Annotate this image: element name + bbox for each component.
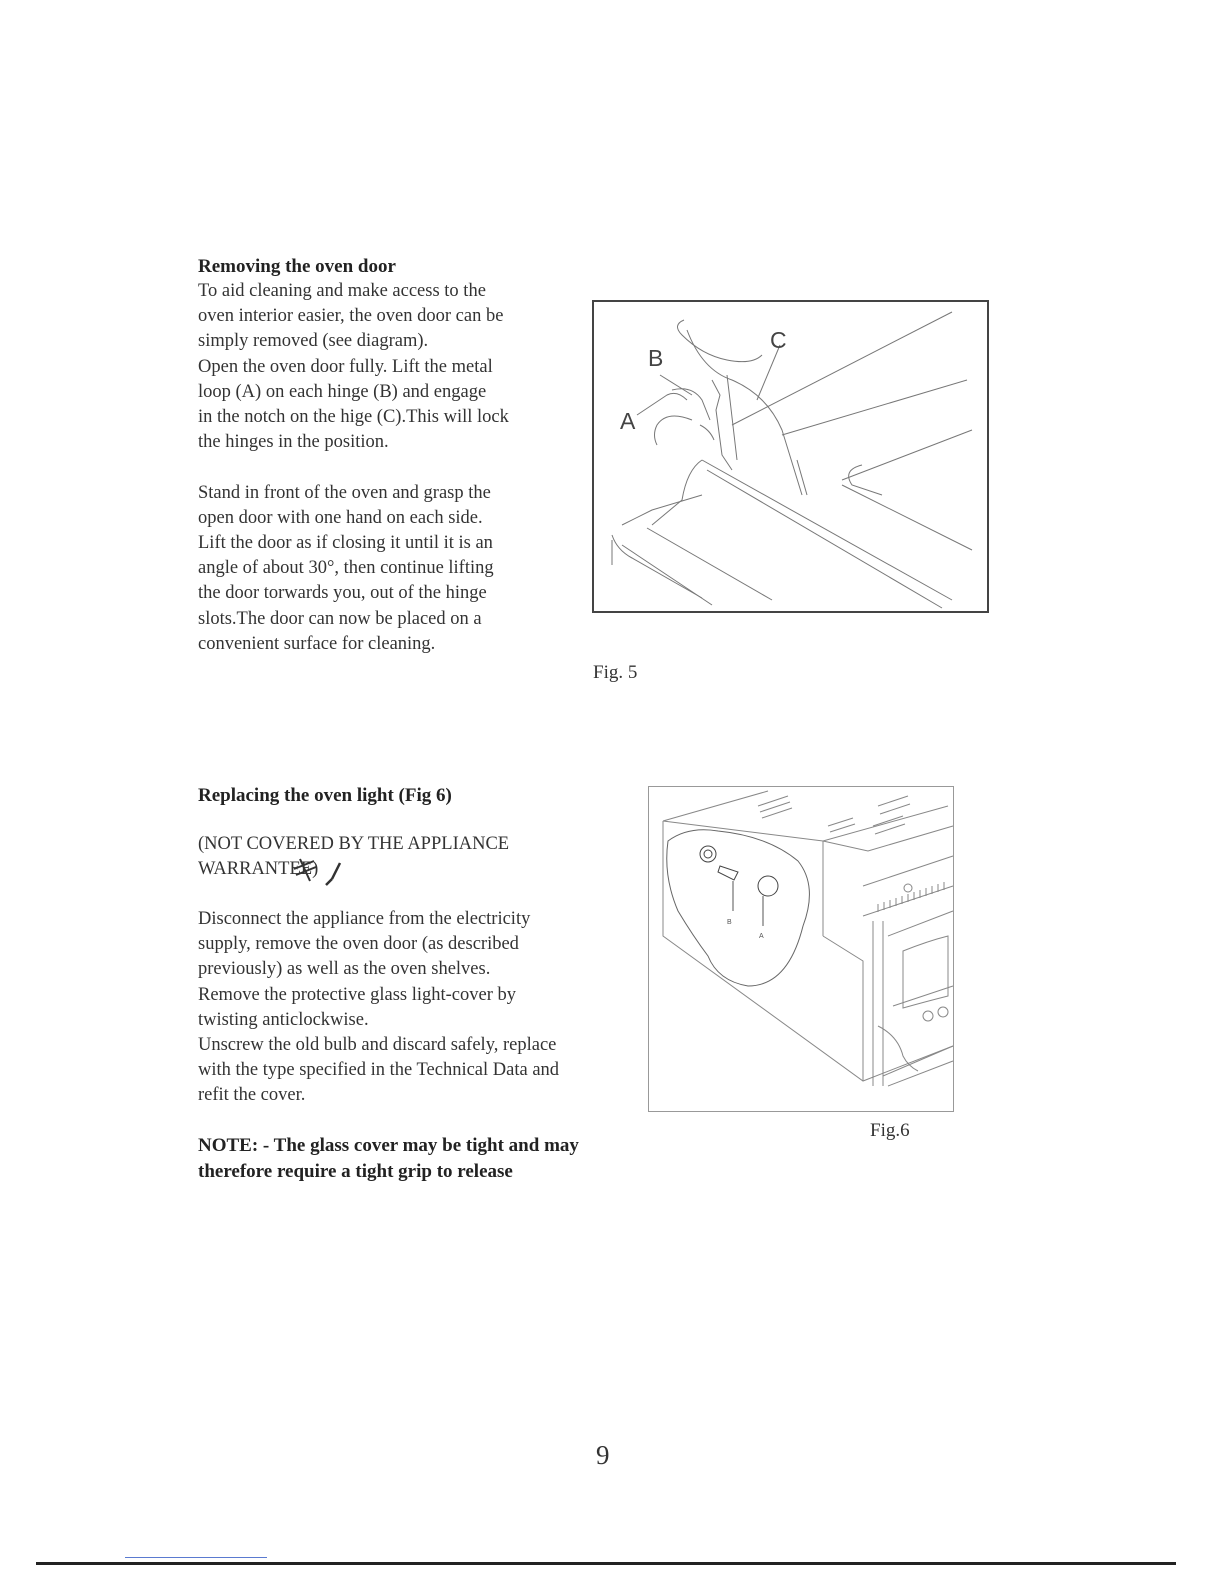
figure-6-oven-light-diagram — [648, 786, 955, 1114]
text-line: To aid cleaning and make access to the — [198, 281, 486, 301]
text-line: in the notch on the hige (C).This will lock — [198, 407, 509, 428]
page-number: 9 — [596, 1440, 610, 1470]
figure-5-label-c: C — [770, 327, 787, 353]
figure-5-hinge-diagram — [592, 300, 990, 615]
text-line: Stand in front of the oven and grasp the — [198, 482, 491, 503]
warranty-notice — [198, 832, 509, 882]
replacing-light-paragraph — [198, 907, 559, 1109]
text-line: Open the oven door fully. Lift the metal — [198, 356, 493, 377]
text-line: convenient surface for cleaning. — [198, 633, 436, 654]
text-line: twisting anticlockwise. — [198, 1009, 369, 1030]
warranty-line-2 — [198, 857, 509, 882]
figure-5-caption: Fig. 5 — [593, 662, 638, 683]
text-line: Remove the protective glass light-cover by — [198, 984, 517, 1005]
text-line: the hinges in the position. — [198, 432, 389, 453]
handwritten-correction-mark — [288, 855, 358, 889]
note-glass-cover — [198, 1133, 579, 1185]
text-line: with the type specified in the Technical Data and — [198, 1060, 560, 1081]
warranty-line-1: (NOT COVERED BY THE APPLIANCE — [198, 834, 510, 854]
text-line: open door with one hand on each side. — [198, 507, 483, 528]
text-line: angle of about 30°, then continue lifting — [198, 558, 494, 579]
text-line — [198, 455, 509, 480]
note-line-1: NOTE: - The glass cover may be tight and may — [198, 1135, 579, 1156]
text-line: oven interior easier, the oven door can be — [198, 306, 504, 327]
scan-artifact-line — [125, 1557, 267, 1558]
figure-5-label-a: A — [620, 408, 636, 434]
text-line: refit the cover. — [198, 1085, 306, 1106]
section-heading-removing-door: Removing the oven door — [198, 256, 396, 277]
scan-bottom-edge — [36, 1562, 1176, 1565]
text-line: Disconnect the appliance from the electricity — [198, 909, 531, 929]
figure-6-caption: Fig.6 — [870, 1120, 910, 1141]
text-line: Lift the door as if closing it until it is an — [198, 533, 493, 554]
figure-6-label-a: A — [759, 933, 764, 940]
text-line: simply removed (see diagram). — [198, 331, 429, 352]
warranty-word: WARRANTEE) — [198, 859, 319, 880]
section-heading-replacing-light: Replacing the oven light (Fig 6) — [198, 785, 452, 806]
text-line: the door torwards you, out of the hinge — [198, 583, 487, 604]
text-line: previously) as well as the oven shelves. — [198, 959, 491, 980]
text-line: Unscrew the old bulb and discard safely, replace — [198, 1035, 557, 1056]
text-line: slots.The door can now be placed on a — [198, 608, 482, 629]
note-line-2: therefore require a tight grip to release — [198, 1161, 513, 1182]
figure-6-label-b: B — [727, 919, 732, 926]
text-line: loop (A) on each hinge (B) and engage — [198, 381, 487, 402]
text-line: supply, remove the oven door (as described — [198, 934, 519, 955]
figure-5-label-b: B — [648, 345, 664, 371]
removing-door-paragraph — [198, 279, 509, 657]
